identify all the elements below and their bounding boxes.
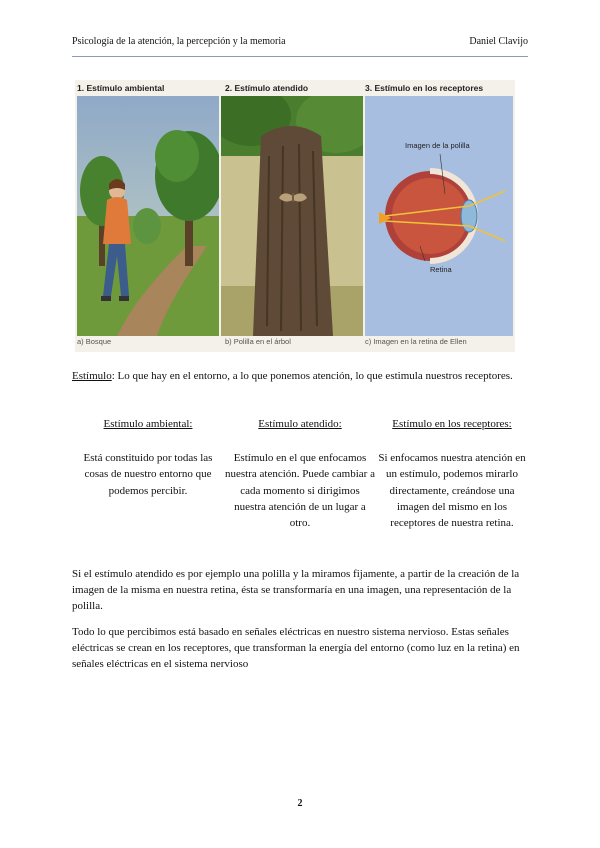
definition-paragraph xyxy=(72,368,528,384)
body-paragraph: Si el estímulo atendido es por ejemplo una polilla y la miramos fijamente, a partir de la creación de la imagen de la misma en nuestra retina, ésta se transformaría en una imagen, una representación de la polilla. xyxy=(72,568,520,612)
panel-title-receptors: 3. Estímulo en los receptores xyxy=(365,83,484,93)
caption-forest: a) Bosque xyxy=(77,337,112,346)
definition-term: Estímulo xyxy=(72,370,112,382)
body-paragraph: Todo lo que percibimos está basado en señales eléctricas en nuestro sistema nervioso. Estas señales eléctricas se crean en los receptores, que transforman la energía del entorno (como luz en la retina) en señales eléctricas en el sistema nervioso xyxy=(72,626,520,670)
definition-text: : Lo que hay en el entorno, a lo que ponemos atención, lo que estimula nuestros receptores. xyxy=(111,370,513,382)
header-author: Daniel Clavijo xyxy=(469,36,528,47)
eye-diagram xyxy=(365,96,513,336)
page-header xyxy=(72,36,528,52)
column-heading: Estímulo ambiental: xyxy=(103,418,193,430)
tree-moth-illustration xyxy=(221,96,363,336)
panel-title-ambient: 1. Estímulo ambiental xyxy=(77,83,165,93)
header-divider xyxy=(72,56,528,57)
header-title: Psicología de la atención, la percepción y la memoria xyxy=(72,36,286,47)
page-number: 2 xyxy=(297,798,303,809)
column-heading: Estímulo en los receptores: xyxy=(392,418,512,430)
column-body: Está constituido por todas las cosas de nuestro entorno que podemos percibir. xyxy=(83,452,213,497)
perception-figure xyxy=(75,80,515,352)
panel-title-attended: 2. Estímulo atendido xyxy=(225,83,309,93)
column-heading: Estímulo atendido: xyxy=(258,418,342,430)
column-body: Si enfocamos nuestra atención en un estímulo, podemos mirarlo directamente, creándose una imagen del mismo en los receptores de nuestra retina. xyxy=(378,452,526,530)
eye-label-retina: Retina xyxy=(430,265,452,274)
column-body: Estímulo en el que enfocamos nuestra atención. Puede cambiar a cada momento si dirigimos nuestra atención de un lugar a otro. xyxy=(225,452,375,530)
forest-illustration xyxy=(77,96,219,336)
column-receptors xyxy=(376,416,528,531)
column-ambient xyxy=(72,416,224,531)
column-attended xyxy=(224,416,376,531)
caption-moth: b) Polilla en el árbol xyxy=(225,337,291,346)
stimulus-columns xyxy=(72,416,528,531)
eye-label-moth-image: Imagen de la polilla xyxy=(405,141,470,150)
caption-retina: c) Imagen en la retina de Ellen xyxy=(365,337,467,346)
